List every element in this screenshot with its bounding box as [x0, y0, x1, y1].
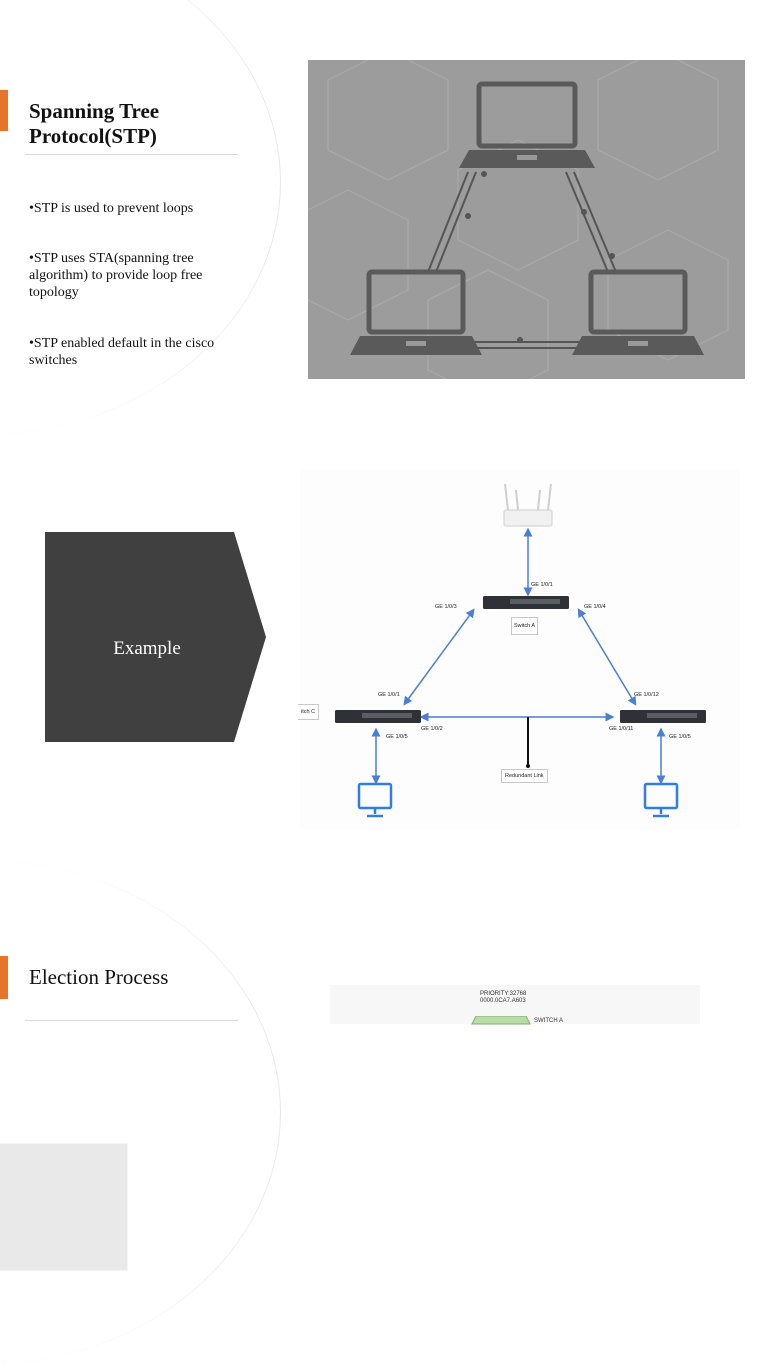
chevron-label: Example	[113, 638, 181, 659]
port-label: GE 1/0/3	[435, 604, 457, 610]
stp-example-diagram	[300, 470, 740, 830]
election-diagram	[330, 985, 700, 1024]
bullet-item: •STP enabled default in the cisco switches	[29, 336, 215, 368]
laptop-icon	[572, 272, 704, 355]
switch-label: SWITCH A	[534, 1018, 564, 1024]
redundant-link-label: Redundant Link	[501, 769, 548, 783]
monitor-icon	[359, 784, 391, 816]
bullet-item: •STP is used to prevent loops	[29, 201, 194, 216]
router-icon	[504, 484, 552, 526]
port-label: GE 1/0/1	[378, 692, 400, 698]
port-label: GE 1/0/5	[386, 734, 408, 740]
slide-title: Election Process	[29, 965, 169, 989]
switch-icon	[472, 1016, 530, 1024]
title-divider	[25, 154, 238, 155]
port-label: GE 1/0/2	[421, 726, 443, 732]
switch-c-label: itch C	[298, 704, 319, 720]
laptop-icon	[350, 272, 482, 355]
laptop-icon	[459, 84, 595, 168]
title-divider	[25, 1020, 238, 1021]
slide-title: Spanning Tree Protocol(STP)	[29, 99, 160, 148]
port-label: GE 1/0/4	[584, 604, 606, 610]
port-label: GE 1/0/12	[634, 692, 659, 698]
switch-c-icon	[335, 710, 421, 723]
priority-text: PRIORITY:32768	[480, 991, 527, 997]
title-accent-bar	[0, 956, 8, 999]
switch-a-label: Switch A	[511, 617, 538, 635]
port-label: GE 1/0/5	[669, 734, 691, 740]
switch-b-icon	[620, 710, 706, 723]
background-curve	[0, 0, 281, 435]
monitor-icon	[645, 784, 677, 816]
title-accent-bar	[0, 90, 8, 131]
network-triangle-image	[308, 60, 745, 379]
port-label: GE 1/0/1	[531, 582, 553, 588]
mac-text: 0000.0CA7.A603	[480, 998, 526, 1004]
background-curve	[0, 860, 281, 1365]
bullet-item: •STP uses STA(spanning tree algorithm) to provide loop free topology	[29, 251, 203, 300]
switch-a-icon	[483, 596, 569, 609]
port-label: GE 1/0/11	[609, 726, 634, 732]
example-chevron	[45, 532, 266, 742]
